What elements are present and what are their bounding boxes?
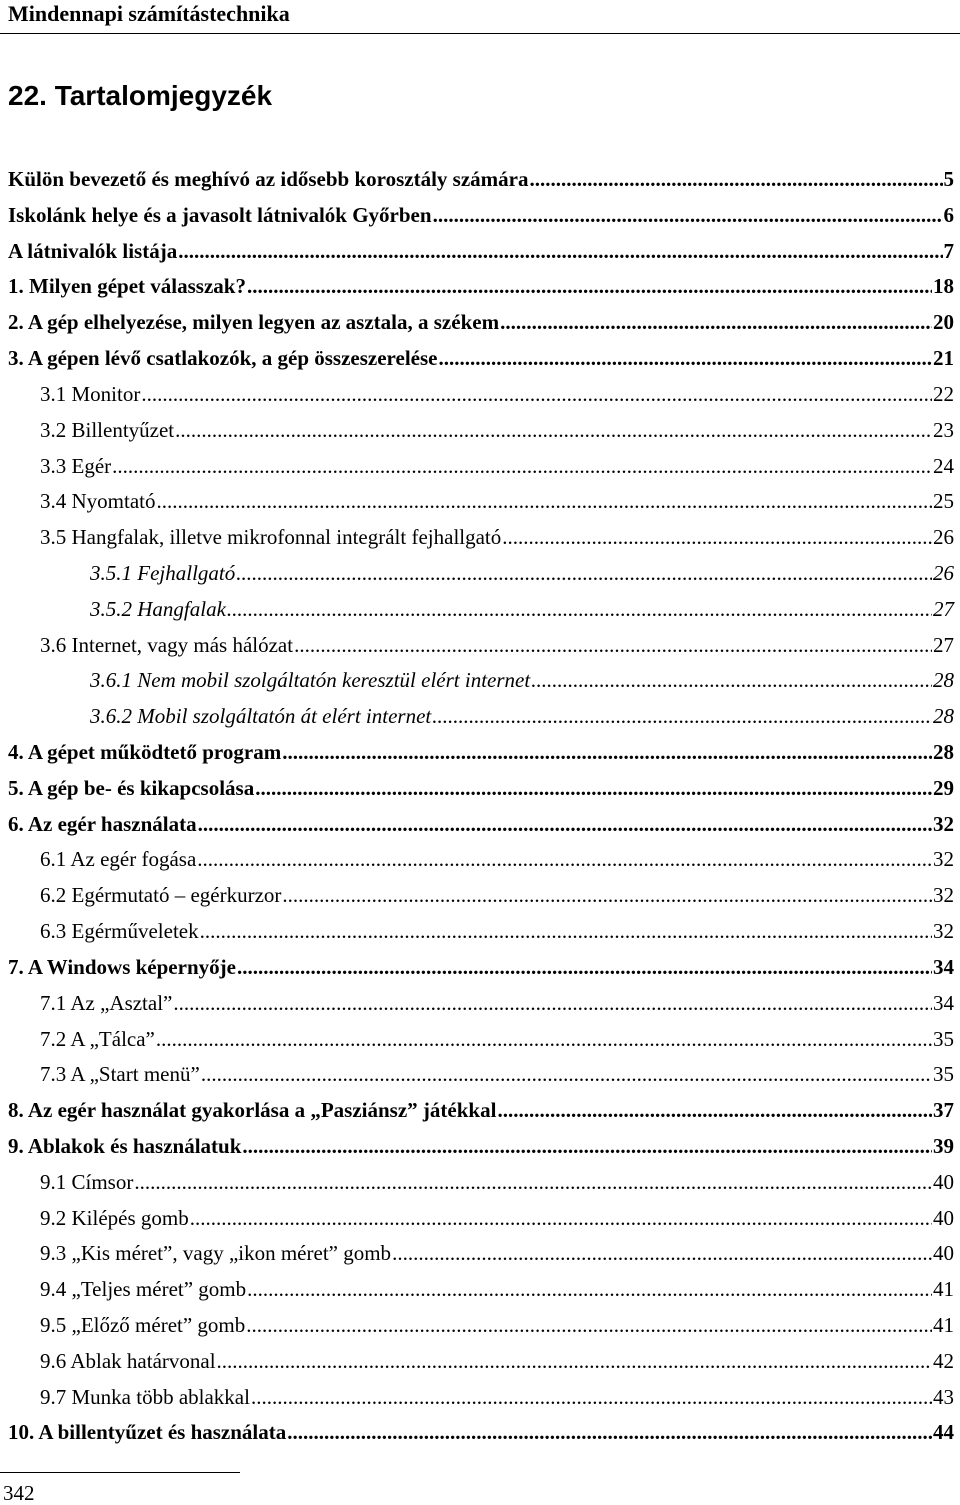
- toc-entry[interactable]: [0, 914, 960, 950]
- toc-dot-leader: [502, 520, 932, 556]
- toc-entry[interactable]: [0, 449, 960, 485]
- toc-entry-page: 18: [933, 274, 954, 299]
- toc-entry-label: 3.2 Billentyűzet: [40, 417, 175, 442]
- toc-entry-page: 39: [933, 1133, 954, 1158]
- toc-entry-page: 29: [933, 775, 954, 800]
- toc-dot-leader: [173, 986, 932, 1022]
- toc-entry[interactable]: [0, 484, 960, 520]
- toc-dot-leader: [392, 1236, 932, 1272]
- toc-dot-leader: [200, 914, 932, 950]
- toc-entry-label: 6.1 Az egér fogása: [40, 847, 197, 872]
- toc-entry-label: 9. Ablakok és használatuk: [8, 1133, 242, 1158]
- toc-entry-page: 24: [933, 453, 954, 478]
- toc-entry-page: 35: [933, 1062, 954, 1087]
- toc-dot-leader: [112, 449, 932, 485]
- toc-dot-leader: [247, 269, 932, 305]
- toc-entry-label: 2. A gép elhelyezése, milyen legyen az asztala, a székem: [8, 310, 500, 335]
- toc-entry-page: 7: [943, 238, 954, 263]
- toc-entry-page: 34: [933, 954, 954, 979]
- toc-entry-label: 3.6 Internet, vagy más hálózat: [40, 632, 294, 657]
- toc-entry-page: 20: [933, 310, 954, 335]
- toc-entry-page: 25: [933, 489, 954, 514]
- toc-entry-label: 3.5.2 Hangfalak: [90, 596, 226, 621]
- toc-entry[interactable]: [0, 341, 960, 377]
- header-divider: [0, 33, 960, 34]
- toc-entry[interactable]: [0, 162, 960, 198]
- toc-entry-label: 7.2 A „Tálca”: [40, 1026, 155, 1051]
- toc-entry[interactable]: [0, 986, 960, 1022]
- toc-entry-page: 26: [933, 560, 954, 585]
- table-of-contents: [0, 162, 960, 1451]
- toc-entry[interactable]: [0, 878, 960, 914]
- running-header: Mindennapi számítástechnika: [8, 1, 290, 26]
- toc-entry-page: 28: [933, 704, 954, 729]
- toc-entry-label: 3.5.1 Fejhallgató: [90, 560, 236, 585]
- toc-entry-page: 32: [933, 883, 954, 908]
- toc-entry-page: 41: [933, 1277, 954, 1302]
- toc-entry-label: 8. Az egér használat gyakorlása a „Pasziánsz” játékkal: [8, 1098, 497, 1123]
- toc-entry-label: 9.1 Címsor: [40, 1169, 134, 1194]
- toc-dot-leader: [156, 1022, 932, 1058]
- toc-entry[interactable]: [0, 413, 960, 449]
- toc-entry-page: 5: [943, 167, 954, 191]
- toc-dot-leader: [175, 413, 932, 449]
- toc-entry-label: 3.3 Egér: [40, 453, 112, 478]
- toc-entry[interactable]: [0, 1308, 960, 1344]
- toc-entry-page: 40: [933, 1169, 954, 1194]
- toc-entry-page: 32: [933, 847, 954, 872]
- toc-dot-leader: [198, 807, 932, 843]
- toc-dot-leader: [236, 556, 932, 592]
- toc-entry-label: 7.3 A „Start menü”: [40, 1062, 200, 1087]
- toc-entry-label: 3.4 Nyomtató: [40, 489, 156, 514]
- toc-entry-page: 32: [933, 919, 954, 944]
- toc-dot-leader: [255, 771, 932, 807]
- toc-entry[interactable]: [0, 1201, 960, 1237]
- toc-entry[interactable]: [0, 1093, 960, 1129]
- toc-entry[interactable]: [0, 1057, 960, 1093]
- toc-entry-label: 6. Az egér használata: [8, 811, 197, 836]
- toc-entry[interactable]: [0, 842, 960, 878]
- toc-entry-label: 9.3 „Kis méret”, vagy „ikon méret” gomb: [40, 1241, 392, 1266]
- toc-entry-label: Külön bevezető és meghívó az idősebb korosztály számára: [8, 167, 529, 191]
- toc-dot-leader: [531, 663, 932, 699]
- toc-entry-label: 9.4 „Teljes méret” gomb: [40, 1277, 247, 1302]
- toc-dot-leader: [227, 592, 932, 628]
- toc-entry[interactable]: [0, 735, 960, 771]
- toc-entry-page: 27: [933, 632, 954, 657]
- toc-entry-label: 3. A gépen lévő csatlakozók, a gép összeszerelése: [8, 346, 438, 371]
- toc-dot-leader: [282, 878, 932, 914]
- toc-entry-page: 26: [933, 525, 954, 550]
- toc-entry[interactable]: [0, 1022, 960, 1058]
- toc-dot-leader: [190, 1201, 932, 1237]
- toc-dot-leader: [178, 234, 942, 270]
- toc-entry-label: 9.7 Munka több ablakkal: [40, 1384, 250, 1409]
- toc-entry-page: 40: [933, 1241, 954, 1266]
- toc-entry[interactable]: [0, 628, 960, 664]
- toc-entry[interactable]: [0, 663, 960, 699]
- page-number: 342: [3, 1481, 35, 1505]
- toc-entry-page: 6: [943, 202, 954, 227]
- toc-entry[interactable]: [0, 1236, 960, 1272]
- toc-entry[interactable]: [0, 234, 960, 270]
- toc-entry-label: 3.5 Hangfalak, illetve mikrofonnal integrált fejhallgató: [40, 525, 502, 550]
- toc-entry[interactable]: [0, 556, 960, 592]
- toc-entry[interactable]: [0, 1344, 960, 1380]
- toc-dot-leader: [217, 1344, 932, 1380]
- toc-entry-page: 42: [933, 1348, 954, 1373]
- toc-entry-label: 10. A billentyűzet és használata: [8, 1420, 287, 1445]
- toc-dot-leader: [282, 735, 932, 771]
- toc-entry[interactable]: [0, 520, 960, 556]
- toc-entry-label: Iskolánk helye és a javasolt látnivalók Győrben: [8, 202, 432, 227]
- toc-entry-label: A látnivalók listája: [8, 238, 178, 263]
- toc-entry[interactable]: [0, 1380, 960, 1416]
- toc-entry-label: 9.2 Kilépés gomb: [40, 1205, 189, 1230]
- toc-dot-leader: [530, 162, 943, 198]
- toc-entry-label: 6.3 Egérműveletek: [40, 919, 199, 944]
- page-title: 22. Tartalomjegyzék: [8, 80, 273, 111]
- toc-entry-page: 28: [933, 740, 954, 764]
- toc-entry-label: 5. A gép be- és kikapcsolása: [8, 775, 255, 800]
- toc-entry[interactable]: [0, 699, 960, 735]
- toc-entry-label: 9.5 „Előző méret” gomb: [40, 1313, 246, 1337]
- toc-dot-leader: [433, 198, 943, 234]
- toc-dot-leader: [500, 305, 932, 341]
- toc-entry-page: 23: [933, 417, 954, 442]
- toc-entry-page: 43: [933, 1384, 954, 1409]
- toc-entry-page: 32: [933, 811, 954, 836]
- toc-entry[interactable]: [0, 1129, 960, 1165]
- toc-dot-leader: [237, 950, 932, 986]
- toc-entry-page: 22: [933, 381, 954, 406]
- toc-dot-leader: [438, 341, 932, 377]
- toc-entry[interactable]: [0, 771, 960, 807]
- toc-entry[interactable]: [0, 305, 960, 341]
- toc-entry-page: 21: [933, 346, 954, 371]
- toc-dot-leader: [201, 1057, 932, 1093]
- toc-entry[interactable]: [0, 950, 960, 986]
- toc-entry[interactable]: [0, 198, 960, 234]
- toc-entry-page: 41: [933, 1313, 954, 1337]
- toc-dot-leader: [247, 1272, 932, 1308]
- toc-entry-page: 34: [933, 990, 954, 1015]
- toc-entry-page: 40: [933, 1205, 954, 1230]
- toc-entry-page: 37: [933, 1098, 954, 1123]
- toc-entry[interactable]: [0, 807, 960, 843]
- toc-entry[interactable]: [0, 592, 960, 628]
- toc-dot-leader: [294, 628, 932, 664]
- toc-entry[interactable]: [0, 269, 960, 305]
- toc-dot-leader: [197, 842, 932, 878]
- toc-entry-page: 27: [933, 596, 954, 621]
- toc-entry-page: 44: [933, 1420, 954, 1445]
- footer-divider: [0, 1472, 240, 1473]
- toc-entry-label: 3.6.2 Mobil szolgáltatón át elért internet: [90, 704, 432, 729]
- toc-entry-label: 3.1 Monitor: [40, 381, 141, 406]
- toc-dot-leader: [287, 1415, 932, 1451]
- toc-entry-label: 7. A Windows képernyője: [8, 954, 236, 979]
- toc-dot-leader: [157, 484, 933, 520]
- toc-dot-leader: [246, 1308, 932, 1344]
- toc-dot-leader: [251, 1380, 932, 1416]
- toc-dot-leader: [141, 377, 932, 413]
- toc-entry[interactable]: [0, 377, 960, 413]
- toc-entry[interactable]: [0, 1165, 960, 1201]
- toc-entry[interactable]: [0, 1272, 960, 1308]
- toc-dot-leader: [134, 1165, 932, 1201]
- toc-entry-label: 3.6.1 Nem mobil szolgáltatón keresztül elért internet: [90, 668, 531, 693]
- toc-entry-page: 28: [933, 668, 954, 693]
- toc-dot-leader: [432, 699, 932, 735]
- toc-entry-label: 7.1 Az „Asztal”: [40, 990, 173, 1015]
- toc-entry-label: 4. A gépet működtető program: [8, 740, 282, 764]
- toc-entry-label: 1. Milyen gépet válasszak?: [8, 274, 246, 299]
- toc-dot-leader: [497, 1093, 932, 1129]
- toc-entry-label: 9.6 Ablak határvonal: [40, 1348, 216, 1373]
- toc-entry[interactable]: [0, 1415, 960, 1451]
- toc-entry-label: 6.2 Egérmutató – egérkurzor: [40, 883, 282, 908]
- toc-dot-leader: [242, 1129, 932, 1165]
- toc-entry-page: 35: [933, 1026, 954, 1051]
